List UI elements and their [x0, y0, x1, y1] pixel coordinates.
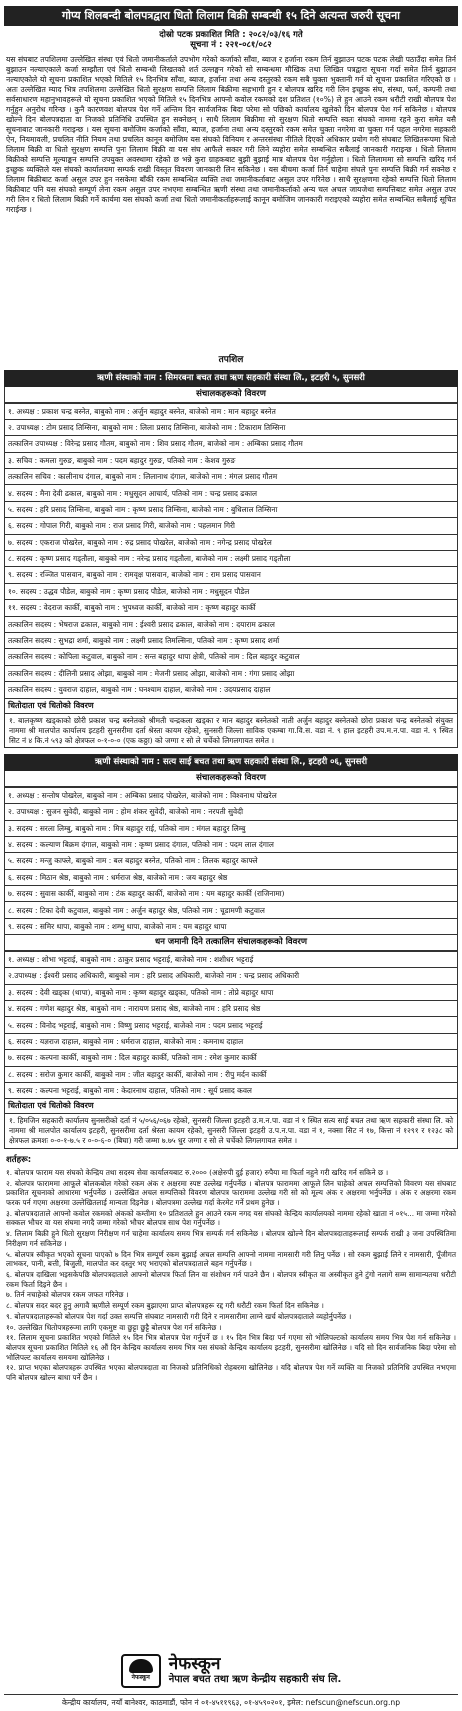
org1-board-row — [5, 419, 458, 435]
org2-guarantor-row — [5, 1033, 458, 1049]
org2-collateral: १. हिमजिन सहकारी कार्यालय सुनसरीको दर्ता नं ५/०५६/०६७ रहेको, सुनसरी जिल्ला इटहरी उ.म.न.पा. वडा नं १ स्थित सत्य साई बचत तथा ऋण सहकारी संस्था लि. को नाममा श्री मालपोत कार्यालय इटहरी, सुनसरीमा दर्ता श्रेस्ता कायम रहेको, सुनसरी जिल्ला इटहरी उ.प.न.पा. वडा नं १, नक्सा सिट नं १७, कित्ता नं १२९१ र १२३८ को क्षेत्रफल क्रमशः ०-०-१-७.५ र ०-०-६-० (बिघा) गरी जम्मा ७.७५ धुर जग्गा र सो ले चर्चेको लिगलगायत समेत । — [4, 1114, 458, 1149]
org2-section — [4, 754, 458, 1149]
org2-guarantor-title: धन जमानी दिने तत्कालिन संचालकहरूको विवरण — [4, 935, 458, 951]
org2-board-row — [5, 902, 458, 918]
org2-guarantor-row-cell: ३. सदस्य : देवी खड्का (थापा), बाबुको नाम : कृष्ण बहादुर खड्का, पतिको नाम : तोप्ने बहादुर थापा — [5, 984, 458, 1000]
org2-guarantor-row — [5, 1001, 458, 1017]
term-item: ११. लिलाम सूचना प्रकाशित भएको मितिले १५ दिन भित्र बोलपत्र पेश गर्नुपर्ने छ । १५ दिन भित्र बिदा पर्न गएमा सो भोलिपल्टको कार्यालय समय भित्र पेश गर्न सकिनेछ । बोलपत्र सूचना प्रकाशित मितिले १६ औं दिन केन्द्रिय कार्यालय समय भित्र यस संघको केन्द्रिय कार्यालय इटहरी, सुनसरीमा खोलिनेछ । यदि सो दिन सार्वजनिक बिदा परेमा सो भोलिपल्ट कार्यालय समयमा खोलिनेछ । — [6, 1333, 456, 1362]
org2-board-row-cell: २. उपाध्यक्ष : सुजन सुवेदी, बाबुको नाम : होम शंकर सुवेदी, बाजेको नाम : नरपती सुवेदी — [5, 804, 458, 820]
terms-list — [6, 1168, 456, 1383]
publish-date: दोस्रो पटक प्रकाशित मिति : २०८२/०३/१६ गते — [159, 29, 303, 40]
org1-board-row-cell: ७. सदस्य : एकराज पोखरेल, बाबुको नाम : रुद्र प्रसाद पोखरेल, बाजेको नाम : नगेन्द्र प्रसाद पोखरेल — [5, 534, 458, 550]
org2-guarantor-row-cell: ६. सदस्य : यज्ञराज दाहाल, बाबुको नाम : धर्मराज दाहाल, बाजेको नाम : कमनाथ दाहाल — [5, 1033, 458, 1049]
org1-board-row-cell: ८. सदस्य : कृष्ण प्रसाद गड्तौला, बाबुको नाम : नरेन्द्र प्रसाद गड्तौला, बाजेको नाम : लक्ष्मी प्रसाद गड्तौला — [5, 551, 458, 567]
org1-board-row-cell: ९. सदस्य : रञ्जित पासवान, बाबुको नाम : रामवृक्ष पासवान, बाजेको नाम : राम प्रसाद पासवान — [5, 567, 458, 583]
brand-name: नेफस्कून — [168, 1653, 221, 1674]
notice-title: गोप्य शिलबन्दी बोलपत्रद्वारा धितो लिलाम बिक्री सम्बन्धी १५ दिने अत्यन्त जरुरी सूचना — [4, 6, 458, 26]
org1-board-row — [5, 534, 458, 550]
org2-board-row — [5, 886, 458, 902]
org1-board-row — [5, 501, 458, 517]
org2-board-row — [5, 918, 458, 934]
term-item: १. बोलपत्र फाराम यस संघको केन्द्रिय तथा सदस्य सेवा कार्यालयबाट रु.२००० (अक्षेरुपी दुई हजार) रुपैया मा फिर्ता नहुने गरी खरिद गर्न सकिने छ । — [6, 1167, 389, 1177]
term-item: १२. प्राप्त भएका बोलपत्रहरू उपस्थित भएका बोलपत्रदाता वा निजको प्रतिनिधिको रोहबरमा खोलिनेछ । यदि बोलपत्र पेश गर्ने व्यक्ति वा निजको प्रतिनिधि उपस्थित नभएमा पनि बोलपत्र खोल्न बाधा पर्ने छैन । — [6, 1363, 456, 1383]
org2-board-row-cell: ४. सदस्य : कल्याण बिक्रम दंगाल, बाबुको नाम : कृष्ण प्रसाद दंगाल, पतिको नाम : पदम लाल दंगाल — [5, 836, 458, 852]
org2-guarantor-row-cell: ५. सदस्य : विनोद भट्टराई, बाबुको नाम : विष्णु प्रसाद भट्टराई, बाजेको नाम : पदम प्रसाद भट्टराई — [5, 1017, 458, 1033]
org1-board-row — [5, 551, 458, 567]
org1-section — [4, 370, 458, 748]
org1-board-row — [5, 436, 458, 452]
org1-board-row — [5, 682, 458, 698]
org2-board-row-cell: १. अध्यक्ष : सन्तोष पोखरेल, बाबुको नाम : अम्बिका प्रसाद पोखरेल, बाजेको नाम : विश्वनाथ पोखरेल — [5, 787, 458, 803]
terms-title: शर्तहरू: — [6, 1155, 32, 1166]
org2-guarantor-row — [5, 1083, 458, 1099]
org1-board-table — [4, 403, 458, 699]
org1-collateral-title: धितोदाता एवं धितोको विवरण — [4, 699, 458, 714]
nefscun-logo-icon — [121, 1654, 161, 1688]
brand — [4, 1654, 458, 1688]
org2-guarantor-row-cell: ९. सदस्य : कल्पना भट्टराई, बाबुको नाम : केदारनाथ दाहाल, पतिको नाम : सूर्य प्रसाद कवल — [5, 1083, 458, 1099]
term-item: ५. बोलपत्र स्वीकृत भएको सूचना पाएको ७ दिन भित्र सम्पूर्ण रकम बुझाई अचल सम्पत्ति आफ्नो नाममा नामसारी गरी लिनु पर्नेछ । सो रकम बुझाई लिने र नामसारी, पूँजीगत लाभकर, पानी, बत्ती, बिजुली, मालपोत कर दस्तुर भए भराएको बोलपत्रदाताले बहन गर्नुपर्नेछ । — [6, 1249, 456, 1269]
org2-board-table — [4, 787, 458, 936]
org1-board-row-cell: ११. सदस्य : वेदराज कार्की, बाबुको नाम : भुपध्वज कार्की, बाजेको नाम : कृष्ण बहादुर कार्की — [5, 600, 458, 616]
org1-board-row — [5, 485, 458, 501]
org2-guarantor-row-cell: ७. सदस्य : कल्पना कार्की, बाबुको नाम : दिल बहादुर कार्की, पतिको नाम : रमेश कुमार कार्की — [5, 1050, 458, 1066]
org1-board-row — [5, 469, 458, 485]
org2-board-row — [5, 853, 458, 869]
org2-board-title: संचालकहरूको विवरण — [4, 771, 458, 787]
org1-board-row-cell: २. उपाध्यक्ष : टोम प्रसाद तिम्सिना, बाबुको नाम : लिला प्रसाद तिम्सिना, बाजेको नाम : टिकाराम तिम्सिना — [5, 419, 458, 435]
contact-info: केन्द्रीय कार्यालय, नयाँ बानेश्वर, काठमाडौं, फोन नं ०१-४५११९६३, ०१-४५९०२०१, इमेल: nefscun@nefscun.org.np — [4, 1694, 458, 1707]
org2-board-row — [5, 787, 458, 803]
org1-collateral: १. बालकृष्ण खड्काको छोरी प्रकाश चन्द्र बस्नेतको श्रीमती चन्द्रकला खड्का र मान बहादुर बस्नेतको नाती अर्जुन बहादुर बस्नेतको छोरा प्रकाश चन्द्र बस्नेतको संयुक्त नाममा श्री मालपोत कार्यालय इटहरी सुनसरीमा दर्ता श्रेस्ता कायम रहेको, सुनसरी जिल्ला साविक एकम्बा गा.वि.स. वडा नं. ९ हाल इटहरी उप.म.न.पा. वडा नं. ९ स्थित सिट नं ४ कि.नं ५९३ को क्षेत्रफल ०-१-०-० (एक कठ्ठा) को जग्गा र सो ले चर्चेको लिगलगायत समेत । — [4, 714, 458, 749]
org2-board-row-cell: ३. सदस्य : सरला लिम्बु, बाबुको नाम : मित्र बहादुर राई, पतिको नाम : मंगल बहादुर लिम्बु — [5, 820, 458, 836]
term-item: २. बोलपत्र फाराममा आफूले बोलकबोल गरेको रकम अंक र अक्षरमा स्पष्ट उल्लेख गर्नुपर्नेछ । बोलपत्र फाराममा आफूले लिन चाहेको अचल सम्पत्तिको विवरण यस संघबाट प्रकाशित सूचनाको आधारमा भर्नुपर्नेछ । उल्लेखित अचल सम्पत्तिको विवरण बोलपत्र फाराममा उल्लेख गरी सो को मूल्य अंक र अक्षरमा भर्नुपर्नेछ । अंक र अक्षरमा रकम फरक पर्न गएमा अक्षरमा उल्लेखितलाई मान्यता दिइनेछ । बोलपत्रमा उल्लेख गर्दा केरमेट गर्ने प्रथम हुनेछ । — [6, 1178, 456, 1208]
org1-board-row-cell: ४. सदस्य : मैना देवी ढकाल, बाबुको नाम : मधुसूदन आचार्य, पतिको नाम : चन्द्र प्रसाद ढकाल — [5, 485, 458, 501]
org2-guarantor-row-cell: ४. सदस्य : गणेश बहादुर श्रेष्ठ, बाबुको नाम : नारायण प्रसाद श्रेष्ठ, बाजेको नाम : हरि प्रसाद श्रेष्ठ — [5, 1001, 458, 1017]
org2-name: ऋणी संस्थाको नाम : सत्य साई बचत तथा ऋण सहकारी संस्था लि., इटहरी ०६, सुनसरी — [4, 754, 458, 771]
org1-board-row-cell: तत्कालिन सदस्य : सुभद्रा शर्मा, बाबुको नाम : लक्ष्मी प्रसाद तिमल्सिना, पतिको नाम : कृष्ण प्रसाद शर्मा — [5, 632, 458, 648]
org1-board-row-cell: तत्कालिन सदस्य : दीलिनी प्रसाद ओझा, बाबुको नाम : मेजनी प्रसाद ओझा, बाजेको नाम : गंगा प्रसाद ओझा — [5, 665, 458, 681]
org1-board-row — [5, 616, 458, 632]
org1-board-row — [5, 452, 458, 468]
term-item: ४. लिलाम बिक्री हुने धितो सुरक्षण निरीक्षण गर्न चाहेमा कार्यालय समय भित्र सम्पर्क गर्न सकिनेछ । बोलपत्र खोल्ने दिन बोलपत्रदाताहरूलाई सम्पर्क राखी ३ जना उपस्थितिमा निरीक्षण गर्न सकिनेछ । — [6, 1229, 456, 1248]
brand-subtitle: नेपाल बचत तथा ऋण केन्द्रीय सहकारी संघ लि. — [168, 1673, 342, 1685]
org2-board-row-cell: ९. सदस्य : समिर थापा, बाबुको नाम : शम्भु थापा, बाजेको नाम : यम बहादुर थापा — [5, 918, 458, 934]
org1-board-row-cell: तत्कालिन सचिव : कालीनाथ दंगाल, बाबुको नाम : लिलानाथ दंगाल, बाजेको नाम : मंगल प्रसाद गौतम — [5, 469, 458, 485]
org2-board-row-cell: ८. सदस्य : टिका देवी कटुवाल, बाबुको नाम : अर्जुन बहादुर श्रेष्ठ, पतिको नाम : चूडामणी कटुवाल — [5, 902, 458, 918]
term-item: ६. बोलपत्र दाखिला भइसकेपछि बोलपत्रदाताले आफ्नो बोलपत्र फिर्ता लिन वा संशोधन गर्न पाउने छैन । बोलपत्र स्वीकृत वा अस्वीकृत हुने टुंगो नलागे सम्म सामान्यतया धरौटी रकम फिर्ता दिइने छैन । — [6, 1270, 456, 1289]
org1-board-row — [5, 567, 458, 583]
org1-board-row — [5, 600, 458, 616]
org2-guarantor-row — [5, 951, 458, 967]
org2-board-row — [5, 869, 458, 885]
org2-guarantor-row-cell: १. अध्यक्ष : शोभा भट्टराई, बाबुको नाम : ठाकुर प्रसाद भट्टराई, बाजेको नाम : शशीधर भट्टराई — [5, 951, 458, 967]
org2-guarantor-row-cell: ८. सदस्य : सरोज कुमार कार्की, बाबुको नाम : जीत बहादुर कार्की, बाजेको नाम : रीपु मर्दन कार्की — [5, 1066, 458, 1082]
org2-board-row — [5, 804, 458, 820]
org2-board-row-cell: ७. सदस्य : सुवास कार्की, बाबुको नाम : टंक बहादुर कार्की, बाजेको नाम : यम बहादुर कार्की (राजिनामा) — [5, 886, 458, 902]
org2-guarantor-row — [5, 968, 458, 984]
term-item: ३. बोलपत्रदाताले आफ्नो कवोल रकमको अंकको कम्तीमा १० प्रतिशतले हुन आउने रकम नगद यस संघको केन्द्रिय कार्यालयको नाममा रहेको खाता नं ०१५... मा जम्मा गरेको सक्कल भौचर वा यस संघमा नगदै जम्मा गरेको भौचर बोलपत्र साथ पेश गर्नुपर्नेछ । — [6, 1208, 456, 1228]
term-item: १०. उल्लेखित धितोपत्रहरूमा लागि एकमुष्ट वा छुट्टा छुट्टै बोलपत्र पेश गर्न सकिनेछ । — [6, 1322, 222, 1332]
org2-board-row-cell: ६. सदस्य : मिठान श्रेष्ठ, बाबुको नाम : धर्मराज श्रेष्ठ, बाजेको नाम : जय बहादुर श्रेष्ठ — [5, 869, 458, 885]
term-item: ७. तिर्न नचाहेको बोलपत्र रकम जफत गरिनेछ । — [6, 1290, 129, 1300]
intro-paragraph: यस संघबाट तपशिलमा उल्लेखित संस्था एवं धितो जमानीकर्ताले उपभोग गरेको कर्जाको साँवा, ब्याज र हर्जाना रकम तिर्न बुझाउन पटक पटक लेखी पठाउँदा समेत तिर्न बुझाउन नल्याएकाले कर्जा सम्झौता एवं धितो सम्बन्धी लिखतको शर्त उल्लङ्घन गरेको सो सम्बन्धमा मौखिक तथा लिखित पत्रद्वारा सूचना गर्दा समेत तिर्न बुझाउन नल्याएकोले यो सूचना प्रकाशित भएको मितिले १५ दिनभित्र साँवा, ब्याज, हर्जाना तथा अन्य दस्तुरको रकम सबै चुक्ता भुक्तानी गर्न यो सूचना प्रकाशित गरिएको छ । अतः उल्लेखित म्याद भित्र तपशिलमा उल्लेखित धितो सुरक्षण सम्पत्ति लिलाम बिक्रीमा सहभागी हुन र बोलपत्र खरिद गरी लिन इच्छुक संघ, संस्था, फर्म, कम्पनी तथा सर्वसाधारण महानुभावहरूले यो सूचना प्रकाशित भएको मितिले १५ दिनभित्र आफ्नो कवोल रकमको दश प्रतिशत (१०%) ले हुन आउने रकम धरौटी राखी बोलपत्र पेश गर्नुहुन अनुरोध गरिन्छ । कुनै कारणवश बोलपत्र पेश गर्ने अन्तिम दिन सार्वजनिक बिदा परेमा सो पछिको कार्यालय खुलेको दिन बोलपत्र पेश गर्न सकिनेछ । बोलपत्र खोल्ने दिन बोलपत्रदाता वा निजको प्रतिनिधि उपस्थित हुन सक्नेछन् । साथै लिलाम बिक्रीमा सो सुरक्षण धितो सम्पत्ति स्वतः संघको नाममा रहने कुरा समेत यसै सूचनाबाट जानकारी गराइन्छ । यस सूचना बमोजिम कर्जाको साँवा, ब्याज, हर्जाना तथा अन्य दस्तुरको रकम समेत चुक्ता नगरेमा वा चुक्ता गर्न पहल नगरेमा सहकारी ऐन, नियमावली, प्रचलित नीति नियम तथा प्रचलित कानून बमोजिम यस संघको विनियम र अन्तरसंस्था नीतिले दिएको अधिकार प्रयोग गरी संघबाट लिखितरूपमा धितो लिलाम बिक्री वा धितो सुरक्षण सम्पत्ति पुनः लिलाम बिक्री वा यस संघ आफैले सकार गरी लिने व्यहोरा समेत सम्बन्धित सबैलाई जानकारी गराइन्छ । धितो लिलाम बिक्रीको सम्पत्ति मूल्याङ्कन सम्पत्ति उपयुक्त अवस्थामा रहेको छ भन्ने कुरा ग्राहकबाट बुझी बुझाई मात्र बोलपत्र पेश गर्नुहोला । धितो लिलाममा सो सम्पत्ति खरिद गर्न इच्छुक व्यक्तिले यस संघको कार्यालयमा सम्पर्क राखी विस्तृत विवरण जानकारी लिन सकिनेछ । यस बीचमा कर्जा तिर्न चाहेमा संघले पुनः सम्पत्ति बिक्री गर्न सक्नेछ र लिलाम बिक्रीबाट कर्जा असुल उपर हुन नसकेमा बाँकी रकम सम्बन्धित व्यक्ति तथा जमानीकर्ताबाट असुल उपर गरिनेछ । साथै सुरक्षणमा रहेको सम्पत्ति धितो लिलाम बिक्रीबाट पनि यस संघको सम्पूर्ण लेना रकम असुल उपर नभएमा सम्बन्धित ऋणी संस्था तथा जमानीकर्ताको अन्य चल अचल जायजेथा सम्पत्तिबाट समेत असुल उपर गरी लिन र धितो लिलाम बिक्री गर्ने कार्यमा यस संघको कर्जा तथा धितो जमानीकर्ताहरूलाई कानून बमोजिम जानकारी गराइएको व्यहोरा समेत सम्बन्धित सबैलाई सूचित गराईन्छ । — [6, 55, 456, 215]
org2-board-row-cell: ५. सदस्य : मन्जु काफ्ले, बाबुको नाम : बल बहादुर बस्नेत, पतिको नाम : तिलक बहादुर काफ्ले — [5, 853, 458, 869]
org1-board-row-cell: तत्कालिन सदस्य : युवराज दाहाल, बाबुको नाम : घनश्याम दाहाल, बाजेको नाम : उदयप्रसाद दाहाल — [5, 682, 458, 698]
org1-board-row-cell: ६. सदस्य : गोपाल गिरी, बाबुको नाम : राज प्रसाद गिरी, बाजेको नाम : पहलमान गिरी — [5, 518, 458, 534]
footer — [4, 1654, 458, 1707]
org2-board-row — [5, 836, 458, 852]
org1-board-row-cell: ५. सदस्य : हरि प्रसाद तिम्सिना, बाबुको नाम : कृष्ण प्रसाद तिम्सिना, बाजेको नाम : बुधिलाल तिम्सिना — [5, 501, 458, 517]
org2-guarantor-row — [5, 1050, 458, 1066]
term-item: ९. बोलपत्रदाताहरूको बोलपत्र पेश गर्दा उक्त सम्पत्ति संघबाट नामसारी गरी दिने र नामसारीमा लाग्ने खर्च बोलपत्रदाताले व्यहोर्नुपर्नेछ । — [6, 1311, 352, 1321]
org1-board-row — [5, 518, 458, 534]
org1-board-row-cell: १०. सदस्य : उद्धव पौडेल, बाबुको नाम : कृष्ण प्रसाद पौडेल, बाजेको नाम : मधुसूदन पौडेल — [5, 583, 458, 599]
org2-guarantor-table — [4, 951, 458, 1100]
org1-board-row-cell: १. अध्यक्ष : प्रकाश चन्द्र बस्नेत, बाबुको नाम : अर्जुन बहादुर बस्नेत, बाजेको नाम : मान बहादुर बस्नेत — [5, 403, 458, 419]
term-item: ८. बोलपत्र सदर बदर हुनु अगावै ऋणीले सम्पूर्ण रकम बुझाएमा प्राप्त बोलपत्रहरू रद्द गरी धरौटी रकम फिर्ता दिन सकिनेछ । — [6, 1301, 324, 1311]
org2-board-row — [5, 820, 458, 836]
org2-collateral-title: धितोदाता एवं धितोको विवरण — [4, 1099, 458, 1114]
org1-board-row — [5, 665, 458, 681]
org2-guarantor-row — [5, 1066, 458, 1082]
org1-board-title: संचालकहरूको विवरण — [4, 387, 458, 403]
schedule-label: तपशिल — [218, 355, 244, 365]
org2-guarantor-row — [5, 1017, 458, 1033]
logo-label: नेफस्कून — [131, 1674, 150, 1682]
notice-number: सूचना नं : २२१-०८१/०८२ — [190, 40, 272, 51]
org2-guarantor-row-cell: २.उपाध्यक्ष : ईश्वरी प्रसाद अधिकारी, बाबुको नाम : हरि प्रसाद अधिकारी, बाजेको नाम : चन्द्र प्रसाद अधिकारी — [5, 968, 458, 984]
org1-board-row — [5, 649, 458, 665]
org1-board-row — [5, 403, 458, 419]
org2-guarantor-row — [5, 984, 458, 1000]
org1-board-row-cell: तत्कालिन सदस्य : भेषराज ढकाल, बाबुको नाम : ईश्वरी प्रसाद ढकाल, बाजेको नाम : दयाराम ढकाल — [5, 616, 458, 632]
org1-board-row — [5, 583, 458, 599]
org1-board-row-cell: ३. सचिव : कमला गुरुङ, बाबुको नाम : पदम बहादुर गुरुङ, पतिको नाम : केशव गुरुङ — [5, 452, 458, 468]
org1-name: ऋणी संस्थाको नाम : सिमरबना बचत तथा ऋण सहकारी संस्था लि., इटहरी ५, सुनसरी — [4, 370, 458, 387]
org1-board-row-cell: तत्कालिन उपाध्यक्ष : विरेन्द्र प्रसाद गौतम, बाबुको नाम : शिव प्रसाद गौतम, बाजेको नाम : अम्बिका प्रसाद गौतम — [5, 436, 458, 452]
org1-board-row — [5, 632, 458, 648]
org1-board-row-cell: तत्कालिन सदस्य : कोपिला कटुवाल, बाबुको नाम : सन्त बहादुर थापा क्षेत्री, पतिको नाम : दिल बहादुर कटुवाल — [5, 649, 458, 665]
